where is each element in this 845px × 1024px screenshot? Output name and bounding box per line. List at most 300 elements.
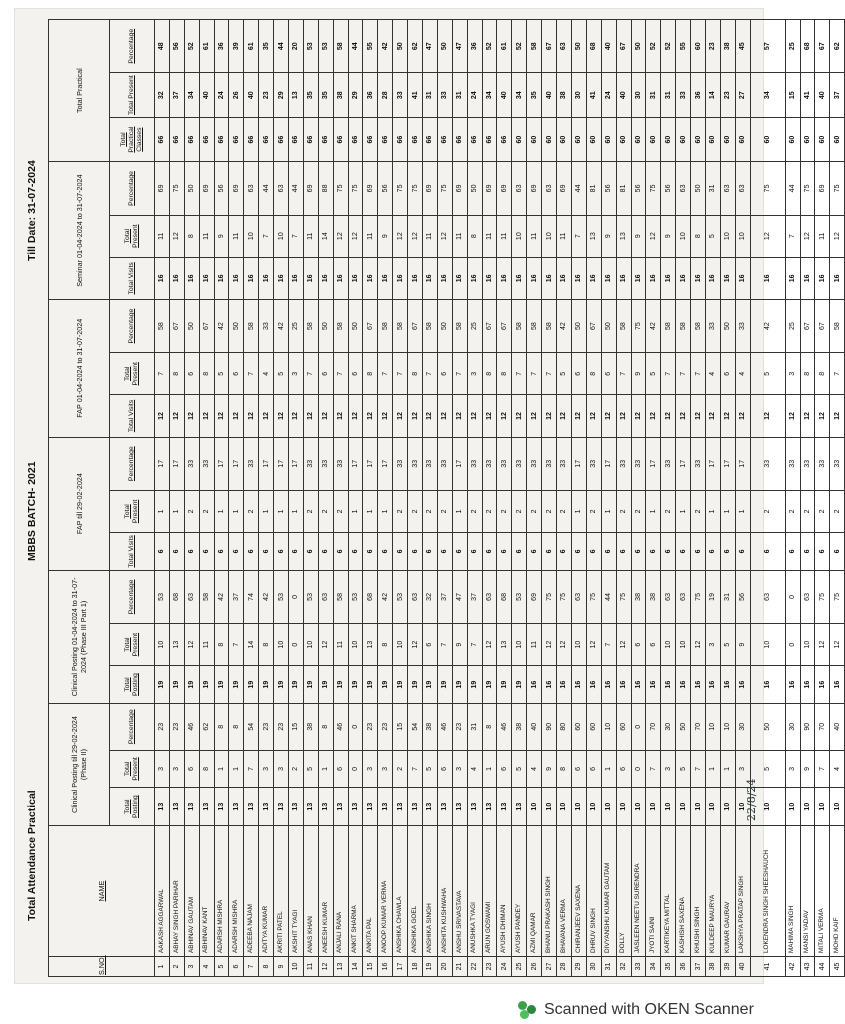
practical-total-cell: 60 xyxy=(601,117,616,161)
sub-header: Total Present xyxy=(110,750,155,788)
fap1-percent-cell: 17 xyxy=(274,437,289,490)
cp1-percent-cell: 23 xyxy=(363,703,378,750)
sub-header: Total Present xyxy=(110,73,155,117)
cp2-percent-cell: 42 xyxy=(214,570,229,623)
cp1-present-cell: 4 xyxy=(467,750,482,788)
fap1-total-cell: 6 xyxy=(423,533,438,571)
seminar-percent-cell: 69 xyxy=(557,162,572,215)
cp1-present-cell: 6 xyxy=(497,750,512,788)
cp2-percent-cell: 0 xyxy=(289,570,304,623)
seminar-present-cell: 11 xyxy=(199,215,214,257)
seminar-total-cell: 16 xyxy=(750,257,785,299)
seminar-total-cell: 16 xyxy=(229,257,244,299)
seminar-percent-cell: 75 xyxy=(750,162,785,215)
student-name-cell: MAHIMA SINGH xyxy=(785,826,800,957)
fap1-percent-cell: 17 xyxy=(601,437,616,490)
fap1-total-cell: 6 xyxy=(676,533,691,571)
sub-header: Total Present xyxy=(110,353,155,395)
fap1-percent-cell: 17 xyxy=(348,437,363,490)
cp1-percent-cell: 60 xyxy=(616,703,631,750)
fap1-present-cell: 2 xyxy=(631,490,646,532)
fap2-total-cell: 12 xyxy=(542,395,557,437)
seminar-percent-cell: 44 xyxy=(785,162,800,215)
cp1-present-cell: 8 xyxy=(199,750,214,788)
fap2-percent-cell: 58 xyxy=(303,299,318,352)
fap1-present-cell: 2 xyxy=(199,490,214,532)
cp2-present-cell: 10 xyxy=(571,624,586,666)
group-header: Seminar 01-04-2024 to 31-07-2024 xyxy=(49,162,110,300)
seminar-percent-cell: 44 xyxy=(571,162,586,215)
table-row xyxy=(631,20,646,977)
attendance-table xyxy=(48,19,845,977)
cp1-percent-cell: 40 xyxy=(830,703,845,750)
practical-percent-cell: 48 xyxy=(155,20,170,74)
fap2-present-cell: 5 xyxy=(274,353,289,395)
seminar-total-cell: 16 xyxy=(184,257,199,299)
fap2-percent-cell: 58 xyxy=(244,299,259,352)
fap1-present-cell: 1 xyxy=(348,490,363,532)
cp2-present-cell: 12 xyxy=(815,624,830,666)
fap2-total-cell: 12 xyxy=(452,395,467,437)
cp2-total-cell: 16 xyxy=(815,666,830,704)
cp2-percent-cell: 75 xyxy=(815,570,830,623)
cp2-present-cell: 9 xyxy=(735,624,750,666)
fap2-total-cell: 12 xyxy=(646,395,661,437)
practical-percent-cell: 68 xyxy=(586,20,601,74)
fap1-present-cell: 1 xyxy=(274,490,289,532)
rotated-document xyxy=(18,15,841,981)
practical-present-cell: 40 xyxy=(244,73,259,117)
table-row xyxy=(303,20,318,977)
seminar-percent-cell: 31 xyxy=(705,162,720,215)
fap2-total-cell: 12 xyxy=(720,395,735,437)
sno-cell: 13 xyxy=(333,957,348,977)
cp1-present-cell: 5 xyxy=(303,750,318,788)
group-header: Clinical Posting 01-04-2024 to 31-07-2024 (Phase III Part 1) xyxy=(49,570,110,703)
fap2-percent-cell: 42 xyxy=(214,299,229,352)
cp2-total-cell: 16 xyxy=(676,666,691,704)
sno-cell: 28 xyxy=(557,957,572,977)
cp1-total-cell: 13 xyxy=(423,788,438,826)
fap2-total-cell: 12 xyxy=(423,395,438,437)
seminar-total-cell: 16 xyxy=(214,257,229,299)
sub-header: Total Present xyxy=(110,490,155,532)
cp2-percent-cell: 69 xyxy=(527,570,542,623)
practical-percent-cell: 50 xyxy=(631,20,646,74)
table-row xyxy=(214,20,229,977)
cp2-percent-cell: 44 xyxy=(601,570,616,623)
sno-cell: 5 xyxy=(214,957,229,977)
sno-cell: 24 xyxy=(497,957,512,977)
fap2-total-cell: 12 xyxy=(586,395,601,437)
sno-cell: 21 xyxy=(452,957,467,977)
fap1-present-cell: 2 xyxy=(830,490,845,532)
scanned-page xyxy=(14,8,841,984)
table-row xyxy=(408,20,423,977)
practical-total-cell: 66 xyxy=(378,117,393,161)
cp2-percent-cell: 42 xyxy=(259,570,274,623)
cp2-total-cell: 19 xyxy=(512,666,527,704)
cp2-total-cell: 16 xyxy=(631,666,646,704)
cp1-percent-cell: 46 xyxy=(333,703,348,750)
cp2-present-cell: 13 xyxy=(363,624,378,666)
cp2-percent-cell: 42 xyxy=(378,570,393,623)
group-header: Total Practical xyxy=(49,20,110,162)
student-name-cell: MANSI YADAV xyxy=(800,826,815,957)
seminar-percent-cell: 81 xyxy=(616,162,631,215)
cp1-present-cell: 1 xyxy=(214,750,229,788)
cp1-percent-cell: 30 xyxy=(661,703,676,750)
attendance-rows xyxy=(155,20,845,977)
fap2-present-cell: 5 xyxy=(646,353,661,395)
seminar-percent-cell: 69 xyxy=(363,162,378,215)
student-name-cell: BHAVANA VERMA xyxy=(557,826,572,957)
fap1-percent-cell: 17 xyxy=(229,437,244,490)
fap2-present-cell: 7 xyxy=(378,353,393,395)
cp2-present-cell: 6 xyxy=(631,624,646,666)
practical-total-cell: 60 xyxy=(815,117,830,161)
fap2-percent-cell: 25 xyxy=(467,299,482,352)
practical-percent-cell: 55 xyxy=(363,20,378,74)
student-name-cell: LOKENDRA SINGH SHEESHAUCH xyxy=(750,826,785,957)
practical-total-cell: 60 xyxy=(735,117,750,161)
cp1-total-cell: 13 xyxy=(229,788,244,826)
cp2-present-cell: 12 xyxy=(586,624,601,666)
seminar-present-cell: 11 xyxy=(527,215,542,257)
cp2-present-cell: 10 xyxy=(750,624,785,666)
seminar-percent-cell: 69 xyxy=(452,162,467,215)
practical-total-cell: 60 xyxy=(557,117,572,161)
sno-cell: 23 xyxy=(482,957,497,977)
cp1-total-cell: 13 xyxy=(199,788,214,826)
fap2-total-cell: 12 xyxy=(155,395,170,437)
cp1-present-cell: 7 xyxy=(815,750,830,788)
fap1-present-cell: 2 xyxy=(318,490,333,532)
student-name-cell: ARUN GOSWAMI xyxy=(482,826,497,957)
seminar-percent-cell: 63 xyxy=(720,162,735,215)
seminar-percent-cell: 75 xyxy=(169,162,184,215)
practical-total-cell: 66 xyxy=(274,117,289,161)
seminar-percent-cell: 44 xyxy=(259,162,274,215)
cp1-present-cell: 1 xyxy=(229,750,244,788)
fap2-present-cell: 6 xyxy=(229,353,244,395)
fap1-total-cell: 6 xyxy=(800,533,815,571)
fap1-percent-cell: 33 xyxy=(785,437,800,490)
seminar-percent-cell: 69 xyxy=(423,162,438,215)
student-name-cell: ANSHITA KUSHWAHA xyxy=(437,826,452,957)
seminar-total-cell: 16 xyxy=(785,257,800,299)
fap2-percent-cell: 33 xyxy=(735,299,750,352)
seminar-percent-cell: 75 xyxy=(348,162,363,215)
practical-total-cell: 60 xyxy=(527,117,542,161)
fap2-total-cell: 12 xyxy=(815,395,830,437)
cp2-total-cell: 16 xyxy=(527,666,542,704)
fap2-present-cell: 7 xyxy=(691,353,706,395)
table-row xyxy=(467,20,482,977)
scanner-watermark xyxy=(518,1000,754,1020)
table-row xyxy=(661,20,676,977)
fap2-present-cell: 7 xyxy=(512,353,527,395)
fap1-present-cell: 2 xyxy=(437,490,452,532)
cp2-total-cell: 19 xyxy=(437,666,452,704)
fap1-present-cell: 2 xyxy=(333,490,348,532)
practical-total-cell: 60 xyxy=(830,117,845,161)
cp1-percent-cell: 70 xyxy=(646,703,661,750)
fap2-percent-cell: 67 xyxy=(199,299,214,352)
fap2-percent-cell: 33 xyxy=(259,299,274,352)
cp1-percent-cell: 0 xyxy=(348,703,363,750)
cp2-percent-cell: 58 xyxy=(199,570,214,623)
fap2-percent-cell: 58 xyxy=(393,299,408,352)
cp1-total-cell: 10 xyxy=(542,788,557,826)
fap2-present-cell: 7 xyxy=(542,353,557,395)
seminar-present-cell: 11 xyxy=(482,215,497,257)
cp2-present-cell: 6 xyxy=(423,624,438,666)
group-header: Clinical Posting till 29-02-2024 (Phase II) xyxy=(49,703,110,825)
fap1-total-cell: 6 xyxy=(363,533,378,571)
cp1-percent-cell: 10 xyxy=(720,703,735,750)
cp2-total-cell: 19 xyxy=(169,666,184,704)
cp1-present-cell: 3 xyxy=(363,750,378,788)
fap2-total-cell: 12 xyxy=(527,395,542,437)
seminar-present-cell: 10 xyxy=(542,215,557,257)
table-row xyxy=(333,20,348,977)
fap1-total-cell: 6 xyxy=(527,533,542,571)
seminar-present-cell: 8 xyxy=(467,215,482,257)
practical-percent-cell: 67 xyxy=(542,20,557,74)
student-name-cell: DHRUV SINGH xyxy=(586,826,601,957)
seminar-present-cell: 11 xyxy=(815,215,830,257)
seminar-percent-cell: 75 xyxy=(800,162,815,215)
table-row xyxy=(437,20,452,977)
cp1-total-cell: 13 xyxy=(482,788,497,826)
cp2-total-cell: 16 xyxy=(542,666,557,704)
student-name-cell: AAKASH AGGARWAL xyxy=(155,826,170,957)
practical-percent-cell: 61 xyxy=(199,20,214,74)
cp1-percent-cell: 10 xyxy=(705,703,720,750)
cp2-present-cell: 11 xyxy=(527,624,542,666)
cp2-present-cell: 12 xyxy=(318,624,333,666)
student-name-cell: ABHINAV KANT xyxy=(199,826,214,957)
cp1-present-cell: 3 xyxy=(155,750,170,788)
fap2-total-cell: 12 xyxy=(169,395,184,437)
handwritten-signature: 22/8/24 xyxy=(745,778,758,821)
seminar-percent-cell: 50 xyxy=(691,162,706,215)
table-row xyxy=(691,20,706,977)
practical-percent-cell: 50 xyxy=(571,20,586,74)
fap2-percent-cell: 67 xyxy=(800,299,815,352)
cp1-present-cell: 3 xyxy=(259,750,274,788)
cp2-present-cell: 5 xyxy=(720,624,735,666)
fap1-percent-cell: 17 xyxy=(705,437,720,490)
sno-cell: 37 xyxy=(691,957,706,977)
cp2-percent-cell: 0 xyxy=(785,570,800,623)
cp2-present-cell: 7 xyxy=(229,624,244,666)
sno-cell: 14 xyxy=(348,957,363,977)
practical-total-cell: 66 xyxy=(199,117,214,161)
cp1-present-cell: 3 xyxy=(785,750,800,788)
cp1-percent-cell: 23 xyxy=(452,703,467,750)
seminar-present-cell: 10 xyxy=(735,215,750,257)
student-name-cell: ADARSH MISHRA xyxy=(214,826,229,957)
cp2-percent-cell: 63 xyxy=(408,570,423,623)
sno-cell: 8 xyxy=(259,957,274,977)
cp1-percent-cell: 23 xyxy=(169,703,184,750)
student-name-cell: LAKSHYA PRATAP SINGH xyxy=(735,826,750,957)
seminar-present-cell: 12 xyxy=(408,215,423,257)
seminar-total-cell: 16 xyxy=(348,257,363,299)
cp2-total-cell: 16 xyxy=(735,666,750,704)
practical-present-cell: 36 xyxy=(363,73,378,117)
fap2-total-cell: 12 xyxy=(333,395,348,437)
fap1-percent-cell: 17 xyxy=(363,437,378,490)
seminar-percent-cell: 50 xyxy=(467,162,482,215)
seminar-percent-cell: 56 xyxy=(601,162,616,215)
table-row xyxy=(229,20,244,977)
student-name-cell: AZMI QAMAR xyxy=(527,826,542,957)
practical-total-cell: 66 xyxy=(467,117,482,161)
cp1-present-cell: 1 xyxy=(705,750,720,788)
cp1-present-cell: 6 xyxy=(616,750,631,788)
seminar-percent-cell: 56 xyxy=(631,162,646,215)
fap2-total-cell: 12 xyxy=(348,395,363,437)
fap2-present-cell: 8 xyxy=(586,353,601,395)
practical-percent-cell: 55 xyxy=(676,20,691,74)
practical-percent-cell: 62 xyxy=(408,20,423,74)
practical-percent-cell: 52 xyxy=(512,20,527,74)
cp2-total-cell: 16 xyxy=(785,666,800,704)
sno-cell: 20 xyxy=(437,957,452,977)
seminar-total-cell: 16 xyxy=(735,257,750,299)
fap1-present-cell: 2 xyxy=(616,490,631,532)
fap2-present-cell: 3 xyxy=(289,353,304,395)
cp2-present-cell: 12 xyxy=(830,624,845,666)
practical-present-cell: 23 xyxy=(720,73,735,117)
cp1-total-cell: 10 xyxy=(750,788,785,826)
table-row xyxy=(363,20,378,977)
cp2-percent-cell: 63 xyxy=(184,570,199,623)
table-row xyxy=(244,20,259,977)
seminar-present-cell: 12 xyxy=(393,215,408,257)
fap1-present-cell: 1 xyxy=(155,490,170,532)
cp2-total-cell: 19 xyxy=(199,666,214,704)
table-row xyxy=(527,20,542,977)
practical-present-cell: 34 xyxy=(512,73,527,117)
table-row xyxy=(318,20,333,977)
cp1-total-cell: 10 xyxy=(705,788,720,826)
fap1-present-cell: 2 xyxy=(408,490,423,532)
seminar-percent-cell: 75 xyxy=(333,162,348,215)
practical-total-cell: 66 xyxy=(214,117,229,161)
seminar-percent-cell: 69 xyxy=(497,162,512,215)
sno-cell: 31 xyxy=(601,957,616,977)
practical-percent-cell: 47 xyxy=(423,20,438,74)
cp2-percent-cell: 38 xyxy=(646,570,661,623)
cp2-total-cell: 19 xyxy=(184,666,199,704)
fap1-percent-cell: 33 xyxy=(631,437,646,490)
cp1-total-cell: 13 xyxy=(259,788,274,826)
seminar-percent-cell: 56 xyxy=(214,162,229,215)
seminar-present-cell: 12 xyxy=(169,215,184,257)
seminar-total-cell: 16 xyxy=(289,257,304,299)
practical-percent-cell: 67 xyxy=(815,20,830,74)
seminar-present-cell: 10 xyxy=(244,215,259,257)
practical-present-cell: 37 xyxy=(830,73,845,117)
fap1-total-cell: 6 xyxy=(661,533,676,571)
cp2-percent-cell: 75 xyxy=(691,570,706,623)
table-row xyxy=(259,20,274,977)
practical-percent-cell: 53 xyxy=(303,20,318,74)
practical-present-cell: 31 xyxy=(646,73,661,117)
fap1-percent-cell: 33 xyxy=(661,437,676,490)
seminar-total-cell: 16 xyxy=(274,257,289,299)
table-row xyxy=(199,20,214,977)
fap1-present-cell: 2 xyxy=(482,490,497,532)
cp1-present-cell: 3 xyxy=(735,750,750,788)
fap1-total-cell: 6 xyxy=(601,533,616,571)
document-title: Total Attendance Practical xyxy=(26,790,38,921)
student-name-cell: ABHAY SINGH PARIHAR xyxy=(169,826,184,957)
cp1-present-cell: 0 xyxy=(348,750,363,788)
cp2-percent-cell: 56 xyxy=(735,570,750,623)
fap2-present-cell: 5 xyxy=(214,353,229,395)
practical-present-cell: 31 xyxy=(423,73,438,117)
cp1-percent-cell: 10 xyxy=(601,703,616,750)
fap2-percent-cell: 58 xyxy=(661,299,676,352)
practical-present-cell: 33 xyxy=(393,73,408,117)
fap1-present-cell: 1 xyxy=(214,490,229,532)
seminar-percent-cell: 69 xyxy=(815,162,830,215)
student-name-cell: KHUSHI SINGH xyxy=(691,826,706,957)
cp1-total-cell: 10 xyxy=(661,788,676,826)
fap2-present-cell: 7 xyxy=(393,353,408,395)
seminar-percent-cell: 69 xyxy=(155,162,170,215)
fap1-percent-cell: 33 xyxy=(393,437,408,490)
cp2-total-cell: 19 xyxy=(363,666,378,704)
seminar-present-cell: 11 xyxy=(155,215,170,257)
fap1-total-cell: 6 xyxy=(586,533,601,571)
student-name-cell: ANSHIKA CHAWLA xyxy=(393,826,408,957)
seminar-present-cell: 13 xyxy=(616,215,631,257)
seminar-present-cell: 12 xyxy=(800,215,815,257)
seminar-present-cell: 8 xyxy=(691,215,706,257)
fap2-present-cell: 4 xyxy=(735,353,750,395)
practical-present-cell: 29 xyxy=(274,73,289,117)
cp1-total-cell: 10 xyxy=(631,788,646,826)
seminar-percent-cell: 63 xyxy=(735,162,750,215)
sub-header: Total Present xyxy=(110,215,155,257)
cp1-total-cell: 10 xyxy=(800,788,815,826)
cp1-total-cell: 13 xyxy=(348,788,363,826)
student-name-cell: ADARSH MISHRA xyxy=(229,826,244,957)
fap2-present-cell: 4 xyxy=(259,353,274,395)
cp2-percent-cell: 68 xyxy=(363,570,378,623)
cp2-percent-cell: 63 xyxy=(571,570,586,623)
fap2-present-cell: 9 xyxy=(631,353,646,395)
sub-header: Percentage xyxy=(110,162,155,215)
seminar-present-cell: 11 xyxy=(423,215,438,257)
fap1-percent-cell: 33 xyxy=(586,437,601,490)
fap2-percent-cell: 58 xyxy=(542,299,557,352)
cp2-present-cell: 7 xyxy=(437,624,452,666)
cp2-present-cell: 12 xyxy=(482,624,497,666)
cp1-total-cell: 10 xyxy=(557,788,572,826)
cp1-total-cell: 10 xyxy=(785,788,800,826)
fap1-percent-cell: 33 xyxy=(527,437,542,490)
table-row xyxy=(646,20,661,977)
practical-present-cell: 40 xyxy=(497,73,512,117)
cp1-percent-cell: 90 xyxy=(800,703,815,750)
